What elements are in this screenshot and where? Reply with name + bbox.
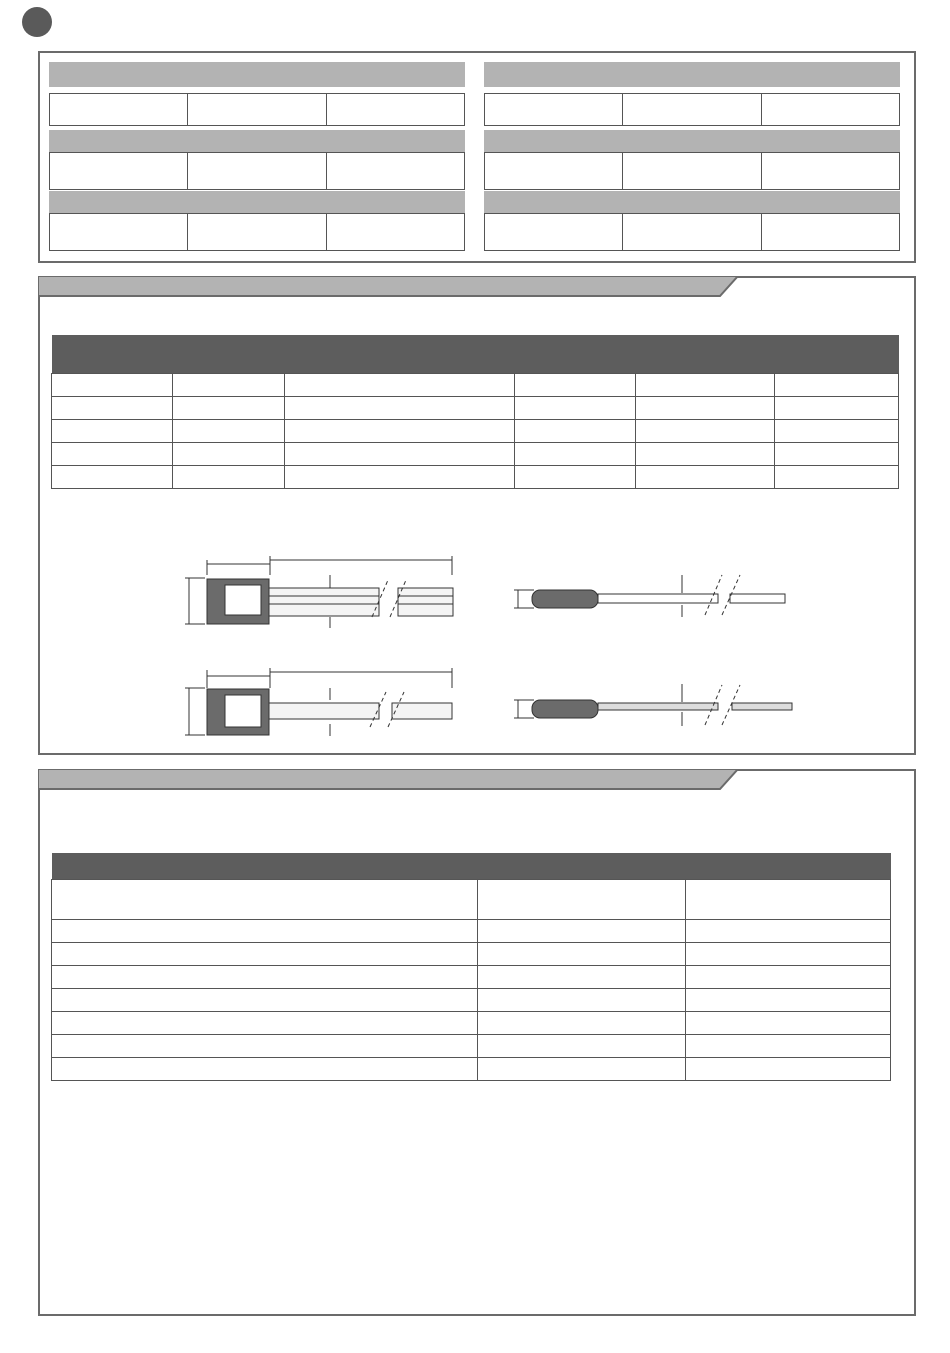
cell <box>50 214 187 250</box>
section-b-title-tab <box>38 769 743 791</box>
rail-top-view-2 <box>514 575 785 617</box>
cell <box>485 94 622 125</box>
cell <box>326 153 464 189</box>
cell <box>173 373 285 396</box>
rail-side-view-2 <box>514 684 792 726</box>
section-a-title-tab <box>38 276 743 298</box>
cell <box>478 879 686 919</box>
cell <box>761 94 899 125</box>
cell <box>775 373 899 396</box>
section-b-table <box>51 853 891 1081</box>
right-group-2-header <box>484 130 900 152</box>
rail-side-view <box>185 668 452 736</box>
cell <box>187 94 325 125</box>
cell <box>187 214 325 250</box>
left-group-2-header <box>49 130 465 152</box>
table-row <box>52 965 891 988</box>
left-group-1-row <box>49 93 465 126</box>
cell <box>52 879 478 919</box>
cell <box>515 373 636 396</box>
left-group-3-header <box>49 191 465 213</box>
table-row <box>52 942 891 965</box>
table-row <box>52 396 899 419</box>
table-row <box>52 919 891 942</box>
cell <box>326 214 464 250</box>
cell <box>326 94 464 125</box>
rail-top-view <box>185 556 453 628</box>
cell <box>761 214 899 250</box>
cell <box>761 153 899 189</box>
right-group-2-row <box>484 152 900 190</box>
cell <box>636 373 775 396</box>
cell <box>622 153 760 189</box>
table-row <box>52 1057 891 1080</box>
table-row <box>52 419 899 442</box>
cell <box>622 214 760 250</box>
table-row <box>52 1034 891 1057</box>
cell <box>622 94 760 125</box>
cell <box>50 94 187 125</box>
section-a-table <box>51 335 899 489</box>
cell <box>485 153 622 189</box>
table-header <box>52 335 899 373</box>
cell <box>485 214 622 250</box>
left-group-2-row <box>49 152 465 190</box>
cell <box>187 153 325 189</box>
left-group-1-header <box>49 62 465 87</box>
cell <box>686 879 891 919</box>
page-number-badge <box>22 7 52 37</box>
table-row <box>52 442 899 465</box>
cell <box>285 373 515 396</box>
table-row <box>52 988 891 1011</box>
cell <box>50 153 187 189</box>
table-header <box>52 853 891 879</box>
cell <box>52 373 173 396</box>
table-row <box>52 465 899 488</box>
table-row <box>52 1011 891 1034</box>
right-group-3-header <box>484 191 900 213</box>
left-group-3-row <box>49 213 465 251</box>
rail-drawings <box>0 540 950 750</box>
right-group-3-row <box>484 213 900 251</box>
right-group-1-header <box>484 62 900 87</box>
right-group-1-row <box>484 93 900 126</box>
